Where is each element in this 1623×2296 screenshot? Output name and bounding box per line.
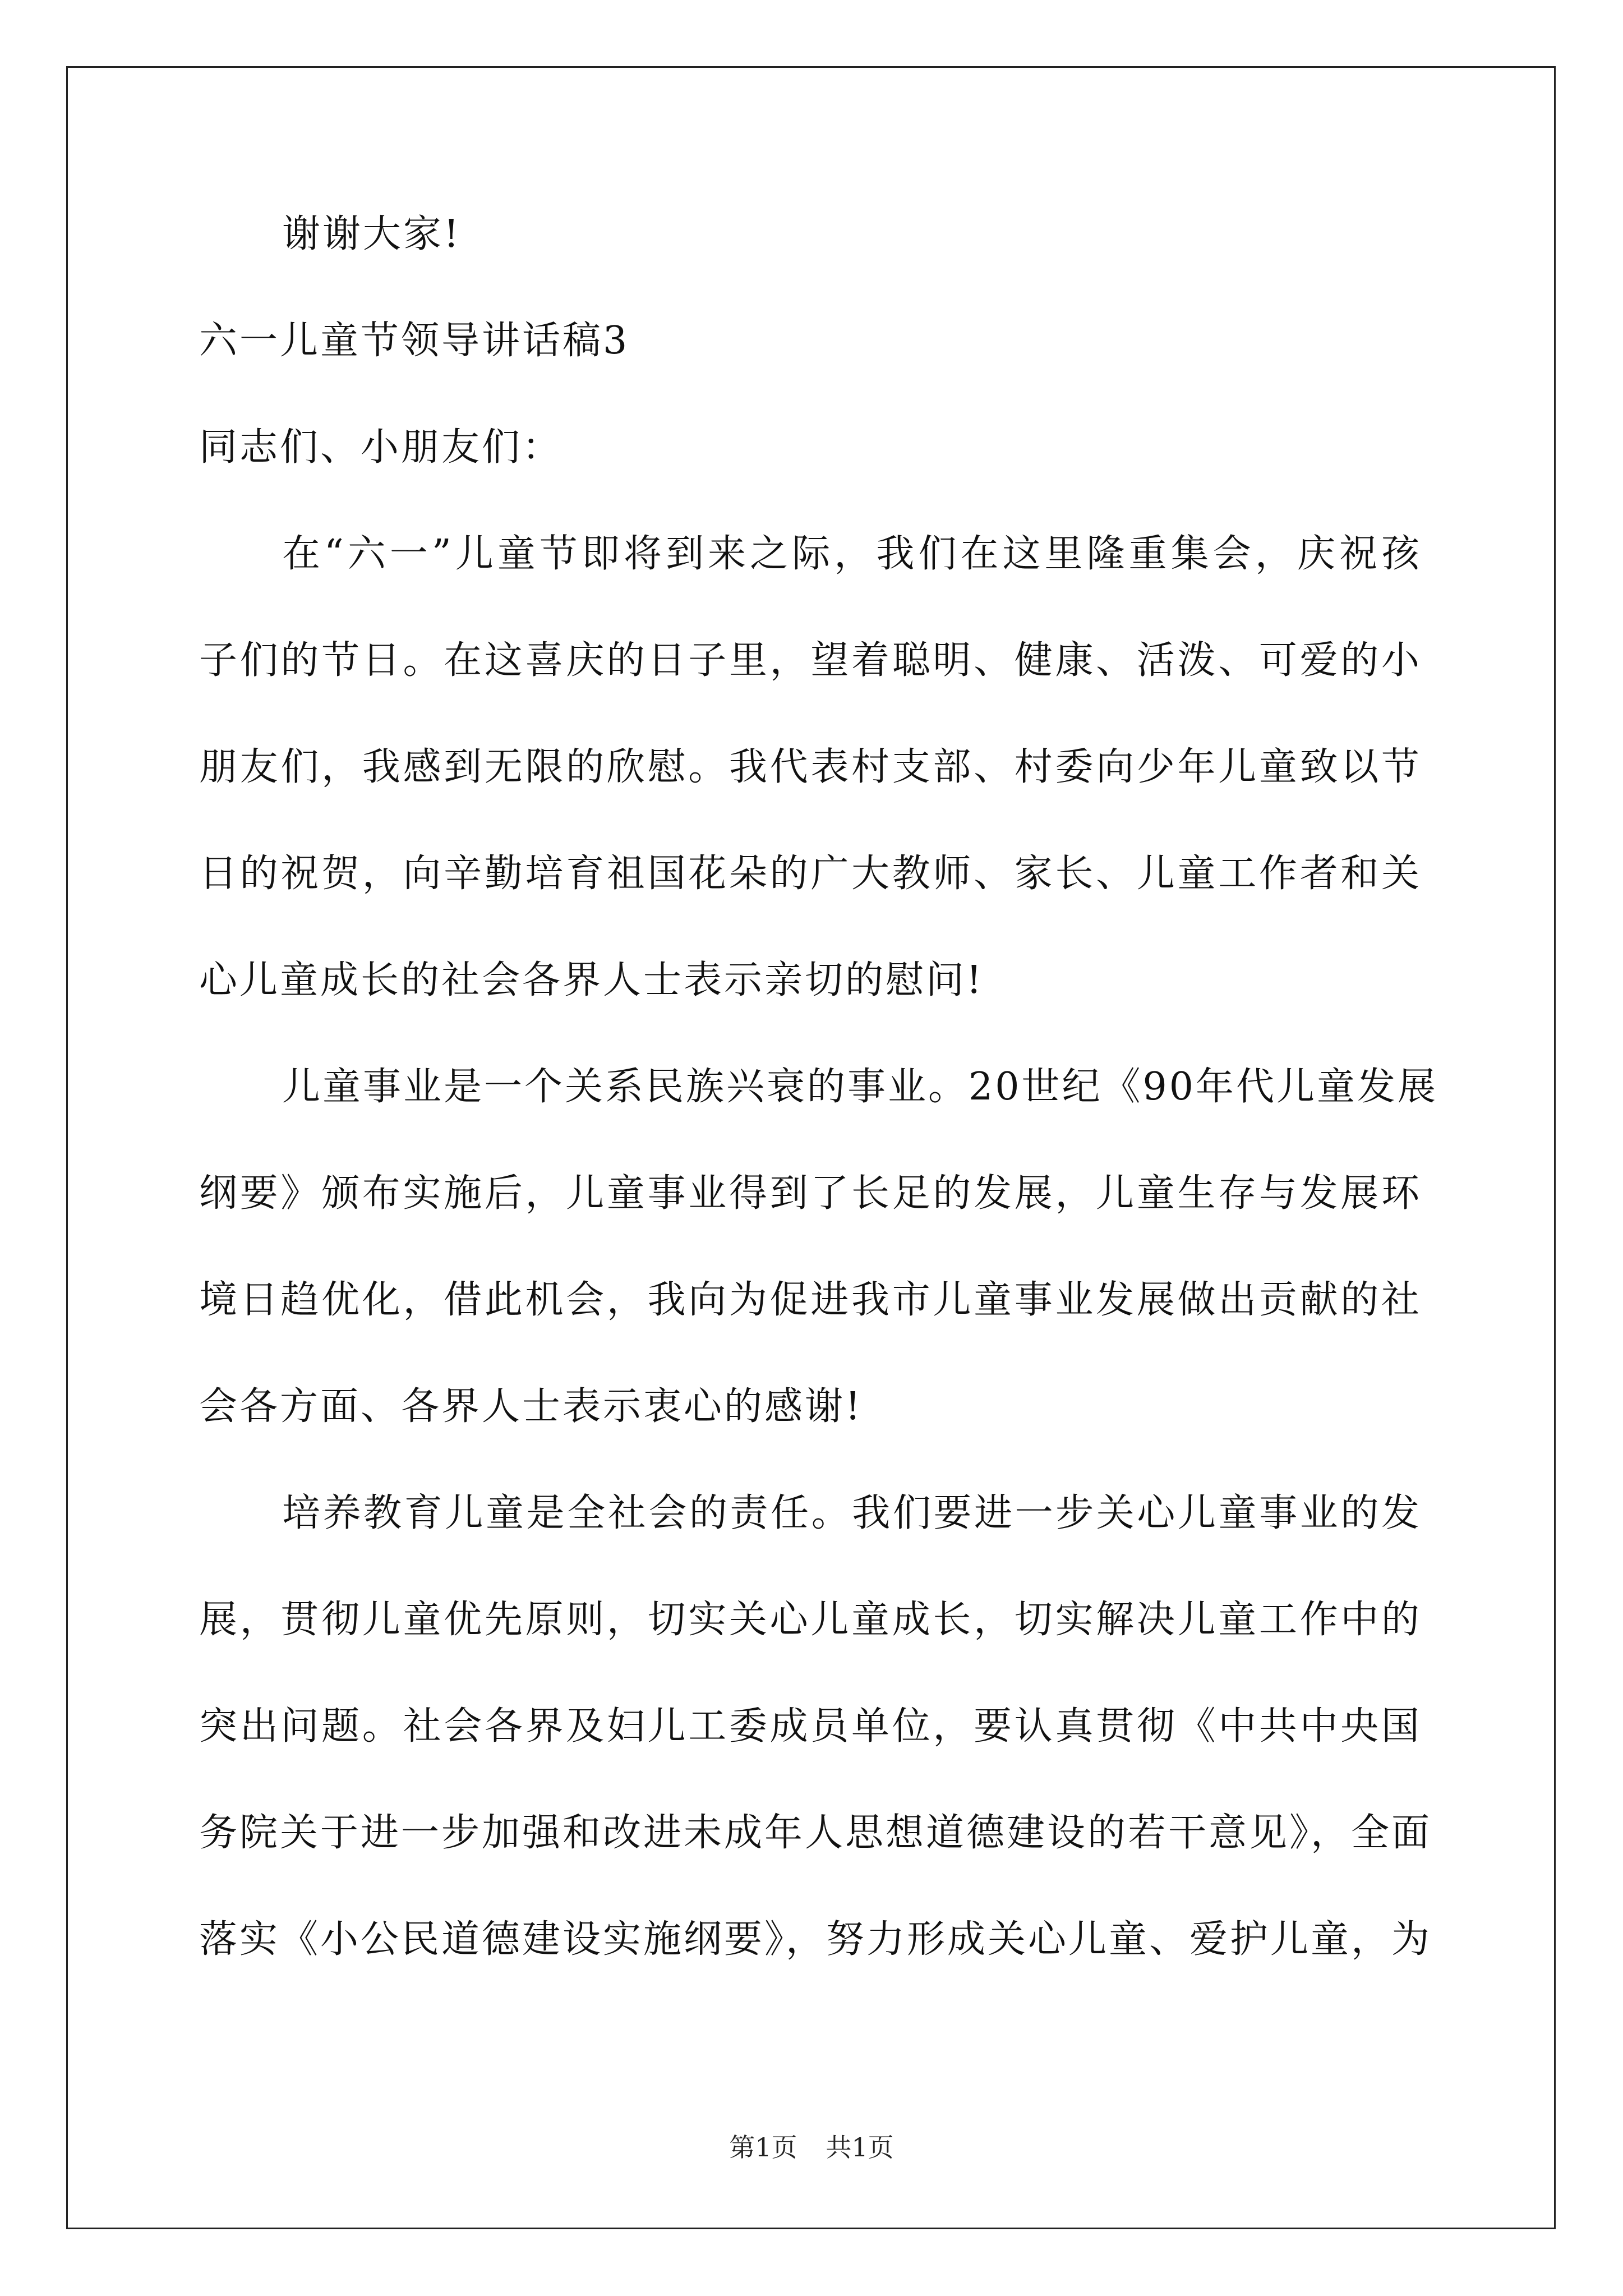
salutation: 同志们、小朋友们： [199,425,563,470]
paragraph-1-line-2: 子们的节日。在这喜庆的日子里，望着聪明、健康、活泼、可爱的小 [199,638,1422,683]
page-total: 共1页 [826,2132,894,2162]
document-body [199,208,1438,2019]
paragraph-1-line-3: 朋友们，我感到无限的欣慰。我代表村支部、村委向少年儿童致以节 [199,745,1422,789]
paragraph-3-line-5: 落实《小公民道德建设实施纲要》，努力形成关心儿童、爱护儿童，为 [199,1917,1432,1962]
page-number: 第1页 [729,2132,797,2162]
paragraph-3-line-4: 务院关于进一步加强和改进未成年人思想道德建设的若干意见》，全面 [199,1811,1432,1855]
paragraph-1-line-5: 心儿童成长的社会各界人士表示亲切的慰问! [199,958,984,1002]
paragraph-2-line-1: 儿童事业是一个关系民族兴衰的事业。20世纪《90年代儿童发展 [282,1065,1438,1109]
paragraph-3-line-1: 培养教育儿童是全社会的责任。我们要进一步关心儿童事业的发 [282,1491,1422,1535]
paragraph-2-line-4: 会各方面、各界人士表示衷心的感谢! [199,1384,863,1429]
section-title: 六一儿童节领导讲话稿3 [199,319,630,363]
paragraph-1-line-1: 在“六一”儿童节即将到来之际，我们在这里隆重集会，庆祝孩 [282,532,1422,576]
page-footer [0,2131,1623,2164]
paragraph-3-line-3: 突出问题。社会各界及妇儿工委成员单位，要认真贯彻《中共中央国 [199,1704,1422,1749]
paragraph-1-line-4: 日的祝贺，向辛勤培育祖国花朵的广大教师、家长、儿童工作者和关 [199,852,1422,896]
paragraph-2-line-3: 境日趋优化，借此机会，我向为促进我市儿童事业发展做出贡献的社 [199,1278,1422,1322]
paragraph-3-line-2: 展，贯彻儿童优先原则，切实关心儿童成长，切实解决儿童工作中的 [199,1598,1422,1642]
paragraph-2-line-2: 纲要》颁布实施后，儿童事业得到了长足的发展，儿童生存与发展环 [199,1171,1422,1216]
closing-line: 谢谢大家! [282,212,462,256]
